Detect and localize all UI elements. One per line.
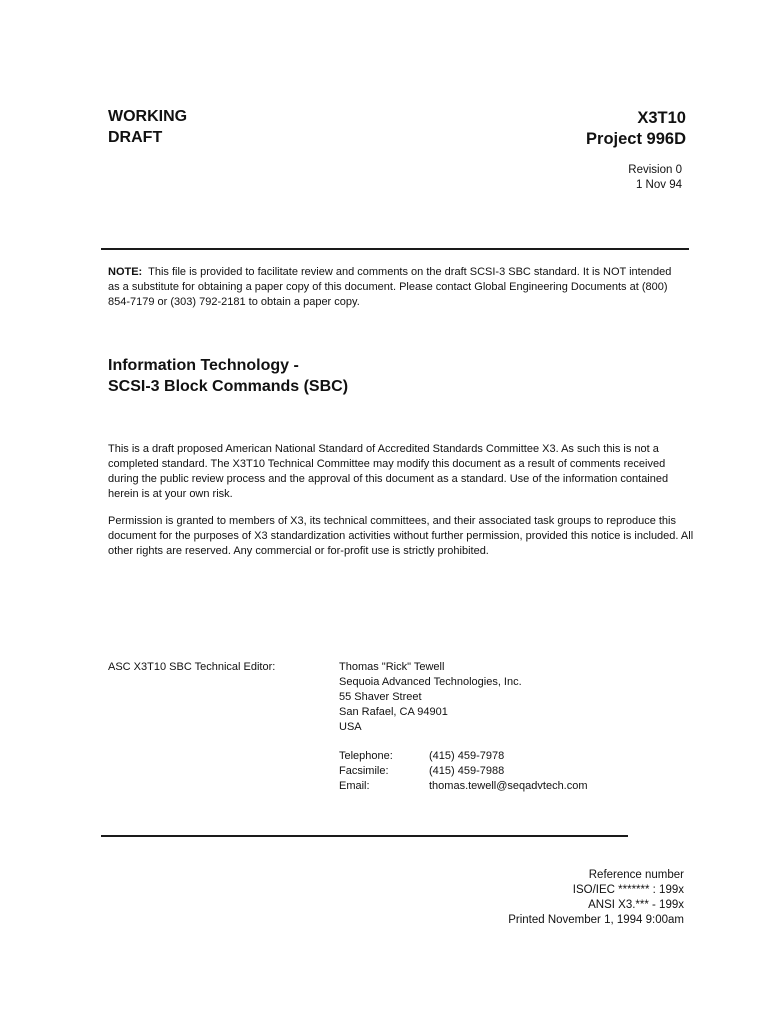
reference-label: Reference number [588, 869, 684, 881]
email-label: Email: [339, 780, 370, 792]
draft-status [108, 106, 187, 148]
title-line1: Information Technology - [108, 357, 299, 374]
top-divider [101, 248, 689, 250]
telephone-label: Telephone: [339, 750, 393, 762]
project-number: Project 996D [586, 130, 686, 148]
revision-date: 1 Nov 94 [635, 179, 682, 191]
printed-date: Printed November 1, 1994 9:00am [508, 914, 684, 926]
email-row [339, 779, 588, 794]
revision-info [628, 163, 682, 193]
editor-company: Sequoia Advanced Technologies, Inc. [339, 676, 522, 688]
editor-label: ASC X3T10 SBC Technical Editor: [108, 661, 276, 673]
committee-name: X3T10 [637, 109, 686, 127]
note-paragraph [108, 265, 683, 310]
note-text: This file is provided to facilitate review and comments on the draft SCSI-3 SBC standard. It is NOT intended as a substitute for obtaining a paper copy of this document. Please contact Global Engineering Documents at (800) 854-7179 or (303) 792-2181 to obtain a paper copy. [108, 266, 672, 308]
editor-name: Thomas "Rick" Tewell [339, 661, 445, 673]
fax-row [339, 764, 588, 779]
reference-ansi: ANSI X3.*** - 199x [588, 899, 684, 911]
reference-block [508, 868, 684, 928]
permission-paragraph: Permission is granted to members of X3, its technical committees, and their associated task groups to reproduce this document for the purposes of X3 standardization activities without further permission, provided this notice is included. All other rights are reserved. Any commercial or for-profit use is strictly prohibited. [108, 515, 694, 557]
editor-contact [339, 749, 588, 794]
bottom-divider [101, 835, 628, 837]
title-line2: SCSI-3 Block Commands (SBC) [108, 378, 349, 395]
telephone-value: (415) 459-7978 [429, 750, 505, 762]
draft-notice-paragraph: This is a draft proposed American National Standard of Accredited Standards Committee X3. As such this is not a completed standard. The X3T10 Technical Committee may modify this document as a result of comments received during the public review process and the approval of this document as a standard. Use of the information contained herein is at your own risk. [108, 443, 669, 500]
telephone-row [339, 749, 588, 764]
reference-iso: ISO/IEC ******* : 199x [572, 884, 684, 896]
editor-country: USA [339, 721, 362, 733]
editor-city: San Rafael, CA 94901 [339, 706, 448, 718]
document-title [108, 355, 348, 397]
project-id [586, 108, 686, 150]
editor-address [339, 660, 522, 735]
revision-number: Revision 0 [628, 164, 682, 176]
fax-label: Facsimile: [339, 765, 389, 777]
editor-street: 55 Shaver Street [339, 691, 422, 703]
draft-status-line1: WORKING [108, 108, 188, 125]
email-value: thomas.tewell@seqadvtech.com [429, 780, 588, 792]
draft-status-line2: DRAFT [108, 129, 163, 146]
fax-value: (415) 459-7988 [429, 765, 505, 777]
note-label: NOTE: [108, 266, 143, 278]
